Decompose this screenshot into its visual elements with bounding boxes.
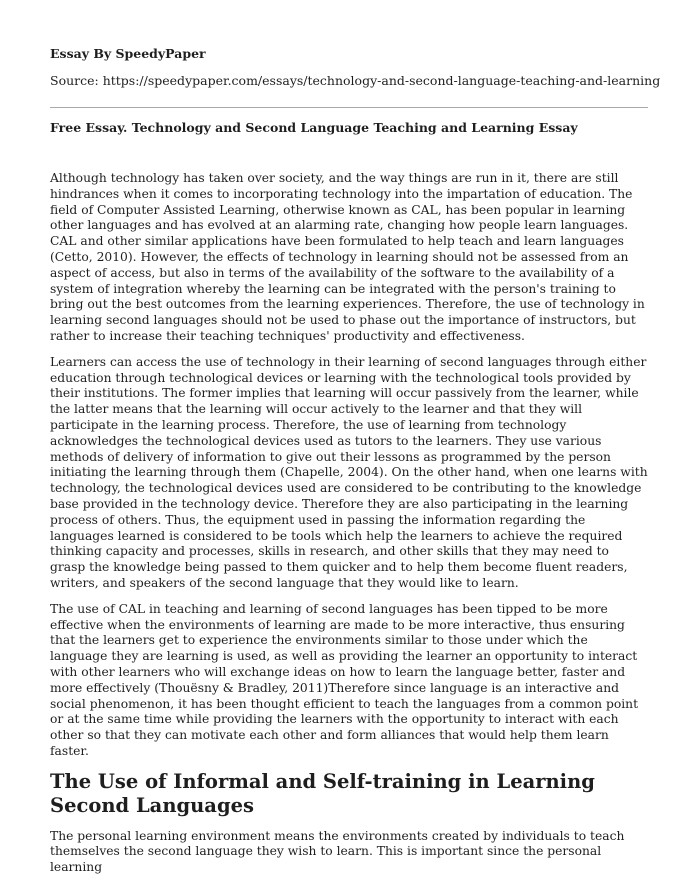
section-heading: The Use of Informal and Self-training in Learning Second Languages [50, 769, 595, 817]
source-url: https://speedypaper.com/essays/technology-and-second-language-teaching-and-learning [102, 73, 661, 88]
paragraph-3: The use of CAL in teaching and learning of second languages has been tipped to be more effective when the environments of learning are made to be more interactive, thus ensuring that the learners get to experience the environments similar to those under which the language they are learning is used, as well as providing the learner an opportunity to interact with other learners who will exchange ideas on how to learn the language better, faster and more effectively (Thouësny & Bradley, 2011)Therefore since language is an interactive and social phenomenon, it has been thought efficient to teach the languages from a common point or at the same time while providing the learners with the opportunity to interact with each other so that they can motivate each other and form alliances that would help them learn faster. [50, 601, 639, 758]
essay-title: Free Essay. Technology and Second Language Teaching and Learning Essay [50, 120, 578, 135]
paragraph-2: Learners can access the use of technology in their learning of second languages through either education through technological devices or learning with the technological tools provided by their institutions. The former implies that learning will occur passively from the learner, while the latter means that the learning will occur actively to the learner and that they will participate in the learning process. Therefore, the use of learning from technology acknowledges the technological devices used as tutors to the learners. They use various methods of delivery of information to give out their lessons as programmed by the person initiating the learning through them (Chapelle, 2004). On the other hand, when one learns with technology, the technological devices used are considered to be contributing to the knowledge base provided in the technology device. Therefore they are also participating in the learning process of others. Thus, the equipment used in passing the information regarding the languages learned is considered to be tools which help the learners to achieve the required thinking capacity and processes, skills in research, and other skills that they may need to grasp the knowledge being passed to them quicker and to help them become fluent readers, writers, and speakers of the second language that they would like to learn. [50, 354, 648, 590]
source-line [50, 72, 661, 89]
publisher-title: Essay By SpeedyPaper [50, 46, 206, 61]
paragraph-1: Although technology has taken over society, and the way things are run in it, there are still hindrances when it comes to incorporating technology into the impartation of education. The field of Computer Assisted Learning, otherwise known as CAL, has been popular in learning other languages and has evolved at an alarming rate, changing how people learn languages. CAL and other similar applications have been formulated to help teach and learn languages (Cetto, 2010). However, the effects of technology in learning should not be assessed from an aspect of access, but also in terms of the availability of the software to the availability of a system of integration whereby the learning can be integrated with the person's training to bring out the best outcomes from the learning experiences. Therefore, the use of technology in learning second languages should not be used to phase out the importance of instructors, but rather to increase their teaching techniques' productivity and effectiveness. [50, 171, 645, 343]
source-label: Source: [50, 73, 103, 88]
essay-body [50, 171, 648, 876]
section-paragraph: The personal learning environment means the environments created by individuals to teach themselves the second language they wish to learn. This is important since the personal learning [50, 828, 625, 875]
header-divider [50, 107, 648, 108]
